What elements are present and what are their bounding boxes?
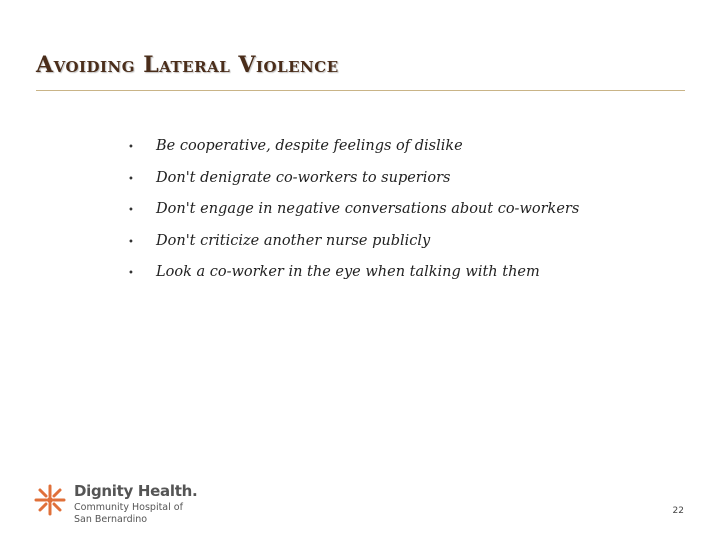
logo-subtitle-line1: Community Hospital of bbox=[74, 502, 183, 513]
bullet-item bbox=[128, 233, 579, 265]
title-divider bbox=[36, 90, 685, 91]
bullet-list bbox=[128, 138, 579, 296]
bullet-item bbox=[128, 138, 579, 170]
bullet-text: Don't criticize another nurse publicly bbox=[156, 232, 431, 249]
bullet-item bbox=[128, 170, 579, 202]
bullet-marker: • bbox=[128, 268, 134, 279]
dignity-health-logo bbox=[32, 480, 202, 530]
bullet-text: Look a co-worker in the eye when talking with them bbox=[156, 264, 540, 280]
page-number: 22 bbox=[672, 506, 684, 516]
bullet-marker: • bbox=[128, 205, 134, 216]
bullet-text: Don't denigrate co-workers to superiors bbox=[156, 169, 451, 186]
bullet-marker: • bbox=[128, 236, 134, 248]
bullet-item bbox=[128, 264, 579, 296]
bullet-text: Don't engage in negative conversations about co-workers bbox=[156, 201, 580, 217]
bullet-marker: • bbox=[128, 142, 134, 153]
slide-title: Avoiding Lateral Violence bbox=[36, 52, 339, 78]
bullet-marker: • bbox=[128, 173, 134, 185]
bullet-item bbox=[128, 201, 579, 233]
logo-subtitle-line2: San Bernardino bbox=[74, 514, 148, 525]
logo-subtitle bbox=[74, 502, 183, 526]
bullet-text: Be cooperative, despite feelings of dislike bbox=[156, 138, 463, 154]
logo-name: Dignity Health. bbox=[74, 482, 198, 500]
dignity-health-star-icon bbox=[32, 482, 68, 518]
